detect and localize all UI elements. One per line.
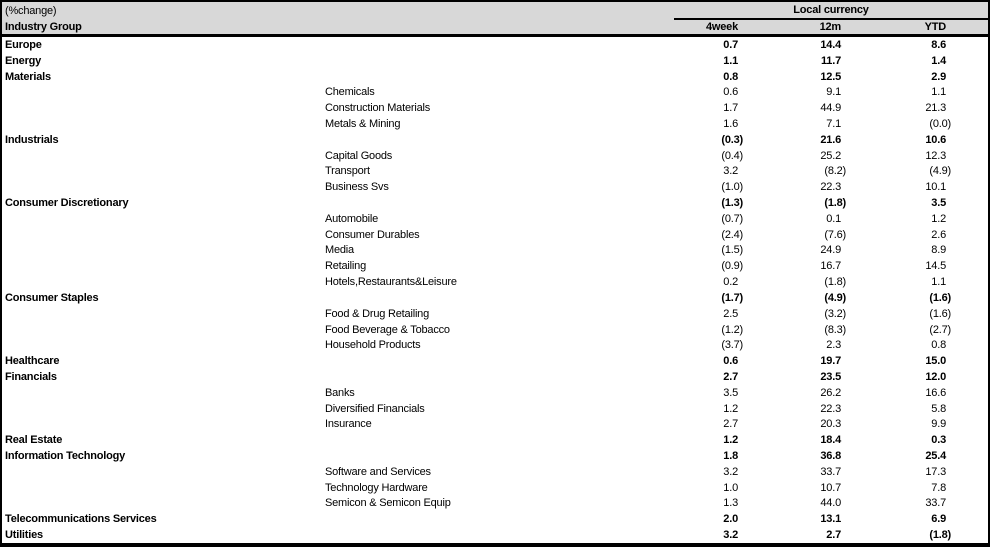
column-header-industry-group: Industry Group [5,20,82,33]
column-header-ytd: YTD [924,20,946,33]
table-body [2,37,988,543]
value-ytd: (1.6) [929,307,951,320]
table-row [2,464,988,480]
pct-change-label: (%change) [5,4,57,17]
value-ytd: 12.3 [925,149,946,162]
industry-label: Metals & Mining [325,117,401,130]
value-12m: 23.5 [820,370,841,383]
value-ytd: (0.0) [929,117,951,130]
value-4week: (1.5) [721,244,743,257]
value-12m: 12.5 [820,70,841,83]
table-row [2,306,988,322]
value-12m: 20.3 [820,418,841,431]
value-4week: (1.2) [721,323,743,336]
value-4week: (1.7) [721,291,743,304]
industry-label: Energy [5,54,42,67]
table-row [2,511,988,527]
value-ytd: 8.6 [931,38,946,51]
value-ytd: 33.7 [925,497,946,510]
value-ytd: 7.8 [931,481,946,494]
industry-label: Hotels,Restaurants&Leisure [325,276,457,289]
value-12m: 36.8 [820,450,841,463]
industry-label: Financials [5,370,57,383]
table-row [2,448,988,464]
table-row [2,53,988,69]
industry-label: Automobile [325,212,379,225]
industry-label: Consumer Durables [325,228,420,241]
table-header [2,2,988,37]
value-4week: 2.0 [723,513,738,526]
table-row [2,195,988,211]
value-4week: 3.2 [723,529,738,542]
value-4week: 1.6 [723,117,738,130]
table-row [2,100,988,116]
value-12m: 21.6 [820,133,841,146]
table-row [2,322,988,338]
table-row [2,290,988,306]
value-12m: 44.0 [820,497,841,510]
value-ytd: 3.5 [931,197,946,210]
table-row [2,369,988,385]
value-12m: 0.1 [826,212,841,225]
value-ytd: 0.8 [931,339,946,352]
industry-label: Materials [5,70,51,83]
value-12m: (3.2) [824,307,846,320]
value-ytd: 2.9 [931,70,946,83]
value-4week: (0.7) [721,212,743,225]
industry-label: Industrials [5,133,59,146]
value-4week: 0.8 [723,70,738,83]
value-ytd: (1.6) [929,291,951,304]
table-row [2,527,988,543]
value-ytd: (4.9) [929,165,951,178]
column-header-12m: 12m [819,20,841,33]
table-row [2,132,988,148]
value-4week: 3.2 [723,165,738,178]
value-12m: 18.4 [820,434,841,447]
table-row [2,337,988,353]
value-12m: (8.2) [824,165,846,178]
industry-label: Media [325,244,354,257]
value-12m: 22.3 [820,181,841,194]
table-row [2,148,988,164]
table-row [2,496,988,512]
industry-label: Household Products [325,339,421,352]
value-ytd: 15.0 [925,355,946,368]
value-ytd: 1.4 [931,54,946,67]
value-12m: 22.3 [820,402,841,415]
table-row [2,37,988,53]
value-4week: 1.8 [723,450,738,463]
value-ytd: 9.9 [931,418,946,431]
table-row [2,116,988,132]
industry-label: Banks [325,386,355,399]
header-row-columns [2,19,988,34]
value-12m: 2.7 [826,529,841,542]
value-ytd: 25.4 [925,450,946,463]
header-row-currency [2,2,988,19]
value-ytd: 17.3 [925,465,946,478]
value-ytd: (2.7) [929,323,951,336]
table-row [2,258,988,274]
value-12m: (1.8) [824,197,846,210]
value-ytd: 16.6 [925,386,946,399]
value-ytd: 1.1 [931,276,946,289]
value-4week: 1.2 [723,402,738,415]
value-12m: (1.8) [824,276,846,289]
value-12m: 16.7 [820,260,841,273]
value-4week: 1.0 [723,481,738,494]
value-4week: 1.1 [723,54,738,67]
table-row [2,243,988,259]
value-4week: (0.3) [721,133,743,146]
value-12m: (8.3) [824,323,846,336]
value-ytd: 8.9 [931,244,946,257]
column-header-4week: 4week [705,20,738,33]
table-row [2,401,988,417]
value-4week: 1.7 [723,102,738,115]
industry-label: Semicon & Semicon Equip [325,497,451,510]
table-row [2,84,988,100]
industry-label: Insurance [325,418,372,431]
table-row [2,432,988,448]
table-row [2,164,988,180]
value-12m: 11.7 [820,54,841,67]
value-12m: (4.9) [824,291,846,304]
table-row [2,69,988,85]
table-row [2,274,988,290]
value-ytd: 1.2 [931,212,946,225]
industry-label: Consumer Staples [5,291,99,304]
industry-label: Retailing [325,260,367,273]
industry-label: Construction Materials [325,102,431,115]
value-4week: (1.3) [721,197,743,210]
value-12m: 19.7 [820,355,841,368]
value-4week: 0.7 [723,38,738,51]
industry-label: Technology Hardware [325,481,428,494]
value-12m: 26.2 [820,386,841,399]
value-ytd: 5.8 [931,402,946,415]
value-ytd: 14.5 [925,260,946,273]
value-4week: 0.2 [723,276,738,289]
value-4week: 1.3 [723,497,738,510]
table-row [2,179,988,195]
value-12m: 44.9 [820,102,841,115]
value-12m: 9.1 [826,86,841,99]
industry-label: Capital Goods [325,149,393,162]
value-ytd: (1.8) [929,529,951,542]
value-ytd: 1.1 [931,86,946,99]
industry-label: Real Estate [5,434,63,447]
value-4week: 3.5 [723,386,738,399]
industry-label: Software and Services [325,465,431,478]
industry-label: Healthcare [5,355,60,368]
value-ytd: 6.9 [931,513,946,526]
value-12m: 14.4 [820,38,841,51]
industry-label: Europe [5,38,42,51]
table-row [2,211,988,227]
industry-label: Diversified Financials [325,402,425,415]
table-row [2,227,988,243]
value-4week: 1.2 [723,434,738,447]
table-row [2,353,988,369]
industry-label: Consumer Discretionary [5,197,129,210]
value-12m: 25.2 [820,149,841,162]
value-12m: 13.1 [820,513,841,526]
value-4week: 2.7 [723,370,738,383]
value-4week: 0.6 [723,355,738,368]
value-12m: 33.7 [820,465,841,478]
value-12m: (7.6) [824,228,846,241]
value-4week: (1.0) [721,181,743,194]
value-4week: 0.6 [723,86,738,99]
industry-label: Chemicals [325,86,375,99]
local-currency-group-header [674,1,988,20]
value-12m: 2.3 [826,339,841,352]
value-4week: 2.5 [723,307,738,320]
value-ytd: 10.6 [925,133,946,146]
industry-label: Food Beverage & Tobacco [325,323,450,336]
table-row [2,385,988,401]
value-4week: (0.4) [721,149,743,162]
industry-label: Business Svs [325,181,389,194]
value-12m: 24.9 [820,244,841,257]
industry-label: Telecommunications Services [5,513,157,526]
table-row [2,417,988,433]
value-ytd: 12.0 [925,370,946,383]
local-currency-label: Local currency [793,3,869,16]
value-ytd: 0.3 [931,434,946,447]
value-ytd: 2.6 [931,228,946,241]
industry-label: Transport [325,165,370,178]
industry-label: Food & Drug Retailing [325,307,430,320]
value-12m: 10.7 [820,481,841,494]
value-ytd: 21.3 [925,102,946,115]
industry-label: Information Technology [5,450,126,463]
value-4week: (0.9) [721,260,743,273]
value-4week: 2.7 [723,418,738,431]
value-ytd: 10.1 [925,181,946,194]
industry-label: Utilities [5,529,43,542]
value-12m: 7.1 [826,117,841,130]
value-4week: (3.7) [721,339,743,352]
value-4week: 3.2 [723,465,738,478]
value-4week: (2.4) [721,228,743,241]
table-row [2,480,988,496]
